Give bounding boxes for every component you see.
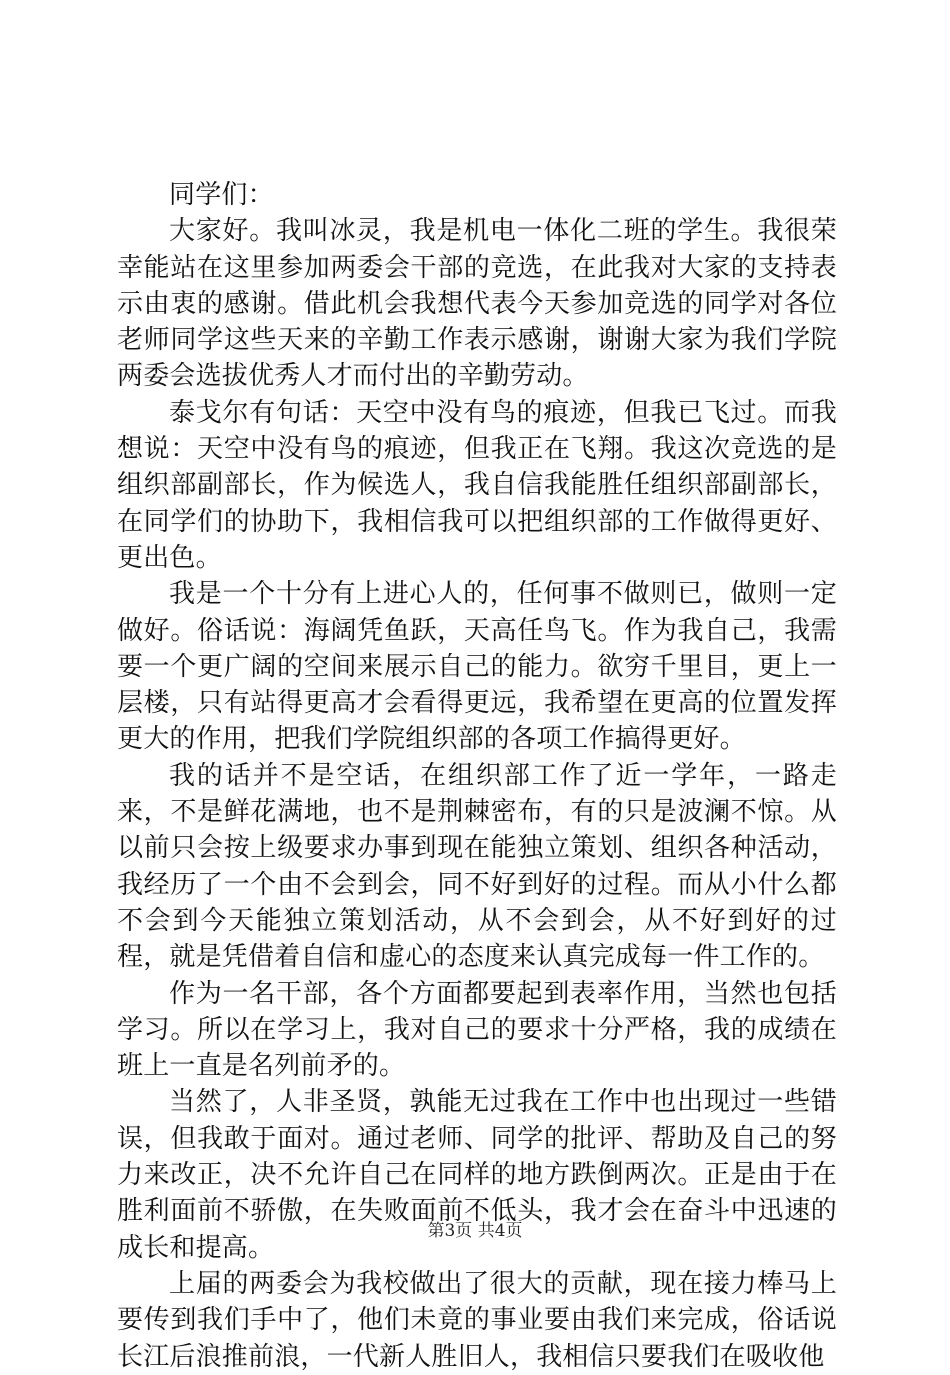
paragraph-mistakes: 当然了，人非圣贤，孰能无过我在工作中也出现过一些错误，但我敢于面对。通过老师、同学的批评、帮助及自己的努力来改正，决不允许自己在同样的地方跌倒两次。正是由于在胜利面前不骄傲，在失败面前不低头，我才会在奋斗中迅速的成长和提高。 (117, 1087, 837, 1263)
page-number-footer: 第3页 共4页 (427, 1221, 523, 1241)
paragraph-greeting: 大家好。我叫冰灵，我是机电一体化二班的学生。我很荣幸能站在这里参加两委会干部的竞选，在此我对大家的支持表示由衷的感谢。借此机会我想代表今天参加竞选的同学对各位老师同学这些天来的辛勤工作表示感谢，谢谢大家为我们学院两委会选拔优秀人才而付出的辛勤劳动。 (117, 216, 837, 392)
paragraph-study: 作为一名干部，各个方面都要起到表率作用，当然也包括学习。所以在学习上，我对自己的要求十分严格，我的成绩在班上一直是名列前矛的。 (117, 978, 837, 1082)
paragraph-succession: 上届的两委会为我校做出了很大的贡献，现在接力棒马上要传到我们手中了，他们未竟的事业要由我们来完成，俗话说长江后浪推前浪，一代新人胜旧人，我相信只要我们在吸收他 (117, 1268, 837, 1372)
document-body (117, 177, 837, 1375)
paragraph-ambition: 我是一个十分有上进心人的，任何事不做则已，做则一定做好。俗话说：海阔凭鱼跃，天高任鸟飞。作为我自己，我需要一个更广阔的空间来展示自己的能力。欲穷千里目，更上一层楼，只有站得更高才会看得更远，我希望在更高的位置发挥更大的作用，把我们学院组织部的各项工作搞得更好。 (117, 579, 837, 755)
salutation: 同学们： (169, 180, 274, 210)
paragraph-tagore-quote: 泰戈尔有句话：天空中没有鸟的痕迹，但我已飞过。而我想说：天空中没有鸟的痕迹，但我正在飞翔。我这次竞选的是组织部副部长，作为候选人，我自信我能胜任组织部副部长，在同学们的协助下，我相信我可以把组织部的工作做得更好、更出色。 (117, 397, 837, 573)
paragraph-experience: 我的话并不是空话，在组织部工作了近一学年，一路走来，不是鲜花满地，也不是荆棘密布，有的只是波澜不惊。从以前只会按上级要求办事到现在能独立策划、组织各种活动，我经历了一个由不会到会，同不好到好的过程。而从小什么都不会到今天能独立策划活动，从不会到会，从不好到好的过程，就是凭借着自信和虚心的态度来认真完成每一件工作的。 (117, 760, 837, 973)
